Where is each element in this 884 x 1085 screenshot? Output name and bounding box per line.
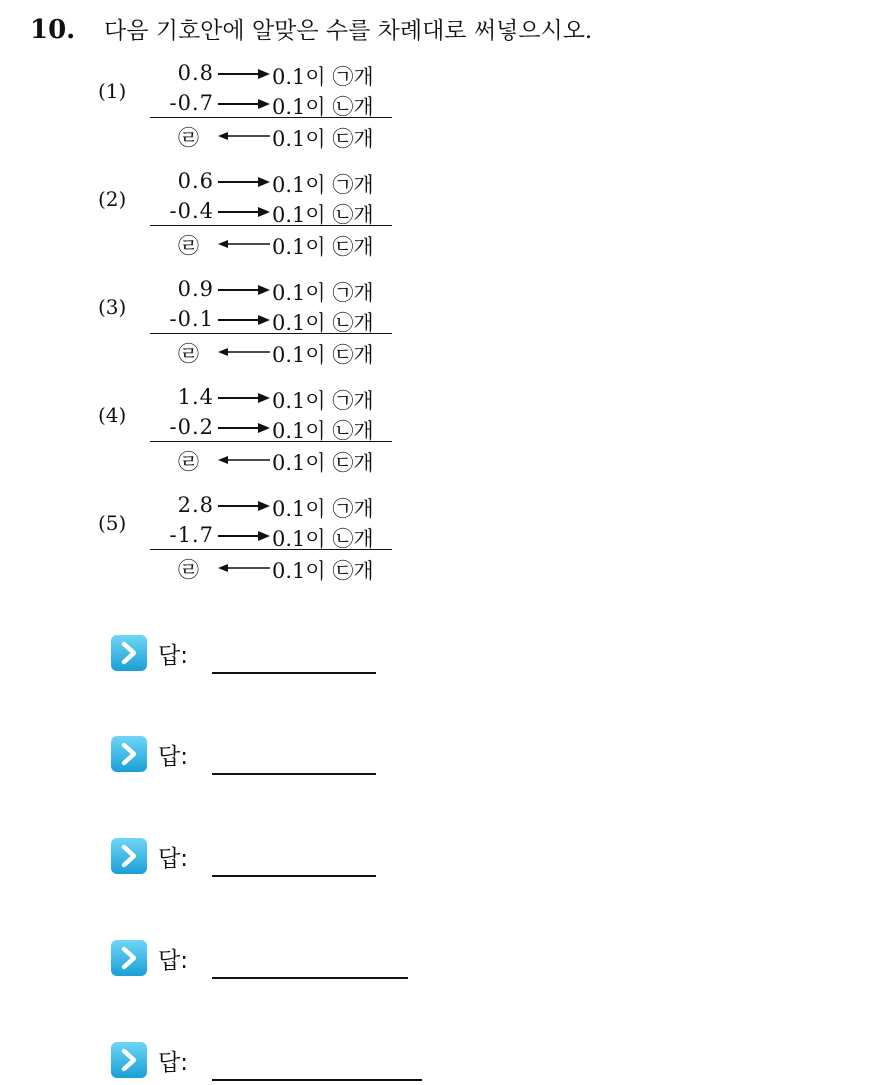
symbol-b: ㉡: [332, 203, 354, 227]
right-arrow-icon: [218, 170, 270, 194]
minuend-value: 0.9: [177, 277, 214, 301]
unit-count: 0.1이 ㉠개: [272, 65, 374, 89]
unit-count: 0.1이 ㉠개: [272, 497, 374, 521]
unit-count: 0.1이 ㉡개: [272, 311, 374, 335]
problem-1: [98, 58, 408, 154]
problem-label: (3): [98, 295, 127, 319]
unit-count: 0.1이 ㉢개: [272, 559, 374, 583]
problem-4: [98, 382, 408, 478]
answer-blank[interactable]: [212, 672, 376, 674]
minuend-value: 1.4: [177, 385, 214, 409]
symbol-b: ㉡: [332, 419, 354, 443]
problem-5: [98, 490, 408, 586]
left-arrow-icon: [218, 556, 270, 580]
left-arrow-icon: [218, 232, 270, 256]
subtrahend-row: [150, 88, 394, 119]
answer-label: 답:: [158, 743, 188, 770]
minuend-value: 2.8: [177, 493, 214, 517]
unit-count: 0.1이 ㉠개: [272, 389, 374, 413]
unit-count: 0.1이 ㉡개: [272, 527, 374, 551]
answer-row-1: [110, 632, 188, 674]
symbol-a: ㉠: [332, 389, 354, 413]
answer-label: 답:: [158, 642, 188, 669]
answer-label: 답:: [158, 947, 188, 974]
symbol-b: ㉡: [332, 95, 354, 119]
answer-label: 답:: [158, 1049, 188, 1076]
subtrahend-row: [150, 196, 394, 227]
unit-count: 0.1이 ㉡개: [272, 419, 374, 443]
subtrahend-value: -1.7: [169, 523, 214, 547]
right-arrow-icon: [218, 416, 270, 440]
right-arrow-icon: [218, 524, 270, 548]
right-arrow-icon: [218, 308, 270, 332]
symbol-a: ㉠: [332, 497, 354, 521]
answer-blank[interactable]: [212, 875, 376, 877]
symbol-c: ㉢: [332, 343, 354, 367]
question-text: 다음 기호안에 알맞은 수를 차례대로 써넣으시오.: [104, 18, 593, 44]
chevron-right-icon: [110, 837, 148, 875]
problem-label: (4): [98, 403, 127, 427]
symbol-a: ㉠: [332, 281, 354, 305]
minuend-row: [150, 382, 394, 413]
left-arrow-icon: [218, 448, 270, 472]
symbol-d: ㉣: [178, 558, 199, 582]
question-number: 10.: [30, 15, 76, 45]
minuend-row: [150, 58, 394, 89]
symbol-d: ㉣: [178, 234, 199, 258]
unit-count: 0.1이 ㉠개: [272, 281, 374, 305]
symbol-a: ㉠: [332, 65, 354, 89]
symbol-c: ㉢: [332, 127, 354, 151]
subtrahend-row: [150, 412, 394, 443]
minuend-row: [150, 490, 394, 521]
subtraction-rule: [150, 549, 392, 550]
problem-label: (2): [98, 187, 127, 211]
result-row: [150, 228, 394, 259]
answer-blank[interactable]: [212, 1079, 422, 1081]
answer-row-4: [110, 937, 188, 979]
symbol-b: ㉡: [332, 311, 354, 335]
answer-row-2: [110, 733, 188, 775]
subtrahend-value: -0.1: [169, 307, 214, 331]
unit-count: 0.1이 ㉠개: [272, 173, 374, 197]
unit-count: 0.1이 ㉡개: [272, 95, 374, 119]
problem-label: (5): [98, 511, 127, 535]
chevron-right-icon: [110, 1041, 148, 1079]
subtrahend-row: [150, 520, 394, 551]
result-row: [150, 120, 394, 151]
right-arrow-icon: [218, 200, 270, 224]
problem-3: [98, 274, 408, 370]
question-header: [30, 12, 592, 48]
answer-row-5: [110, 1039, 188, 1081]
problem-2: [98, 166, 408, 262]
left-arrow-icon: [218, 340, 270, 364]
chevron-right-icon: [110, 939, 148, 977]
unit-count: 0.1이 ㉡개: [272, 203, 374, 227]
subtrahend-value: -0.2: [169, 415, 214, 439]
minuend-value: 0.6: [177, 169, 214, 193]
minuend-value: 0.8: [177, 61, 214, 85]
answer-label: 답:: [158, 845, 188, 872]
problem-label: (1): [98, 79, 127, 103]
subtrahend-value: -0.4: [169, 199, 214, 223]
unit-count: 0.1이 ㉢개: [272, 235, 374, 259]
symbol-c: ㉢: [332, 451, 354, 475]
subtrahend-row: [150, 304, 394, 335]
answer-blank[interactable]: [212, 977, 408, 979]
chevron-right-icon: [110, 634, 148, 672]
symbol-d: ㉣: [178, 450, 199, 474]
subtraction-rule: [150, 441, 392, 442]
chevron-right-icon: [110, 735, 148, 773]
result-row: [150, 336, 394, 367]
right-arrow-icon: [218, 494, 270, 518]
minuend-row: [150, 274, 394, 305]
symbol-c: ㉢: [332, 235, 354, 259]
subtraction-rule: [150, 117, 392, 118]
unit-count: 0.1이 ㉢개: [272, 127, 374, 151]
minuend-row: [150, 166, 394, 197]
result-row: [150, 552, 394, 583]
symbol-b: ㉡: [332, 527, 354, 551]
symbol-a: ㉠: [332, 173, 354, 197]
answer-row-3: [110, 835, 188, 877]
right-arrow-icon: [218, 92, 270, 116]
right-arrow-icon: [218, 386, 270, 410]
right-arrow-icon: [218, 278, 270, 302]
unit-count: 0.1이 ㉢개: [272, 343, 374, 367]
subtrahend-value: -0.7: [169, 91, 214, 115]
subtraction-rule: [150, 225, 392, 226]
unit-count: 0.1이 ㉢개: [272, 451, 374, 475]
symbol-d: ㉣: [178, 126, 199, 150]
symbol-c: ㉢: [332, 559, 354, 583]
result-row: [150, 444, 394, 475]
answer-blank[interactable]: [212, 773, 376, 775]
subtraction-rule: [150, 333, 392, 334]
symbol-d: ㉣: [178, 342, 199, 366]
right-arrow-icon: [218, 62, 270, 86]
left-arrow-icon: [218, 124, 270, 148]
